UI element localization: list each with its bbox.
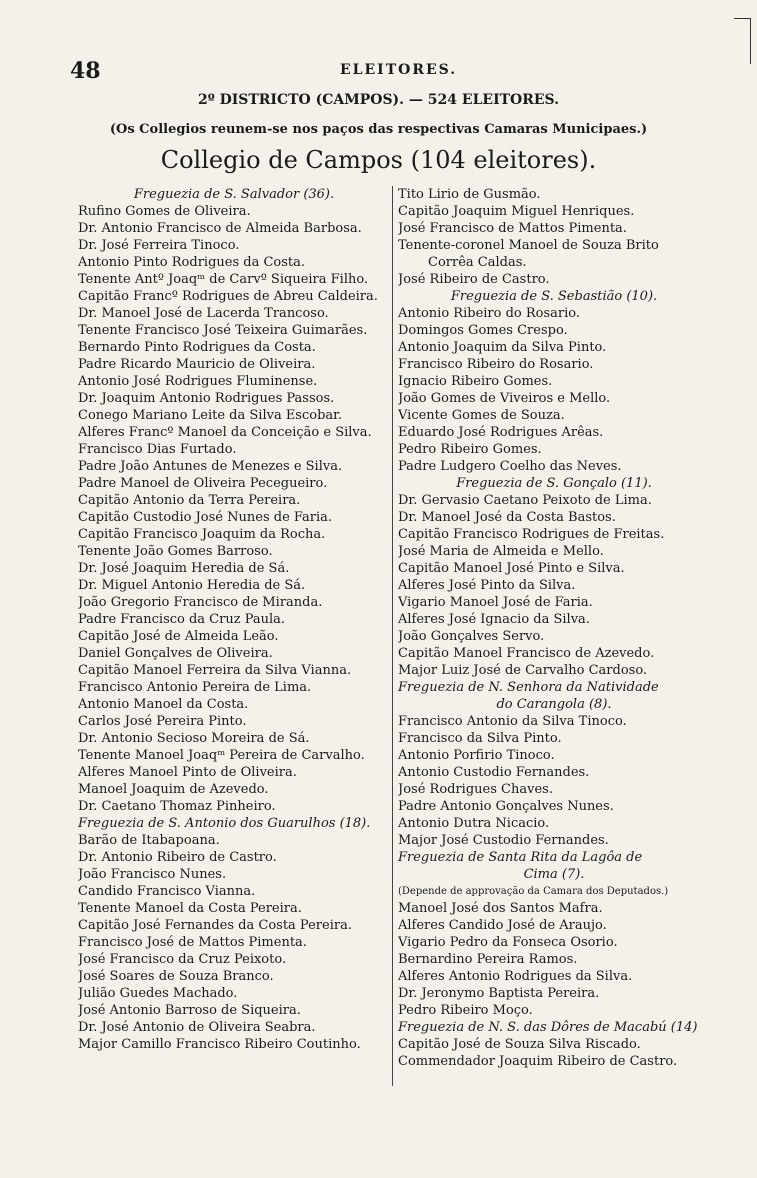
elector-entry: Pedro Ribeiro Gomes. bbox=[398, 442, 542, 457]
elector-entry: Tenente Manoel da Costa Pereira. bbox=[78, 901, 302, 916]
district-heading: 2º DISTRICTO (CAMPOS). — 524 ELEITORES. bbox=[197, 92, 560, 108]
elector-entry: Major José Custodio Fernandes. bbox=[398, 833, 609, 848]
parish-heading: Freguezia de S. Gonçalo (11). bbox=[456, 476, 652, 491]
elector-entry: Padre Ricardo Mauricio de Oliveira. bbox=[78, 357, 316, 372]
elector-entry: Vigario Pedro da Fonseca Osorio. bbox=[398, 935, 618, 950]
elector-entry: Antonio Dutra Nicacio. bbox=[398, 816, 550, 831]
elector-entry: José Francisco de Mattos Pimenta. bbox=[398, 221, 627, 236]
elector-entry: Dr. Caetano Thomaz Pinheiro. bbox=[78, 799, 276, 814]
elector-entry: Tenente Francisco José Teixeira Guimarães. bbox=[78, 323, 368, 338]
elector-entry: Dr. José Antonio de Oliveira Seabra. bbox=[78, 1020, 316, 1035]
elector-entry: Capitão Antonio da Terra Pereira. bbox=[78, 493, 301, 508]
elector-entry: Capitão Manoel Ferreira da Silva Vianna. bbox=[78, 663, 352, 678]
elector-entry: Carlos José Pereira Pinto. bbox=[78, 714, 247, 729]
elector-entry: Major Camillo Francisco Ribeiro Coutinho. bbox=[78, 1037, 361, 1052]
elector-entry: Capitão Manoel José Pinto e Silva. bbox=[398, 561, 625, 576]
elector-entry: José Soares de Souza Branco. bbox=[78, 969, 274, 984]
elector-entry: Barão de Itabapoana. bbox=[78, 833, 220, 848]
elector-entry: Padre João Antunes de Menezes e Silva. bbox=[78, 459, 343, 474]
elector-entry: Capitão Joaquim Miguel Henriques. bbox=[398, 204, 635, 219]
parish-heading: Freguezia de S. Antonio dos Guarulhos (18). bbox=[78, 816, 371, 831]
elector-entry: Pedro Ribeiro Moço. bbox=[398, 1003, 533, 1018]
elector-entry: Antonio Ribeiro do Rosario. bbox=[398, 306, 581, 321]
elector-list bbox=[398, 900, 710, 1019]
elector-entry: Alferes José Ignacio da Silva. bbox=[398, 612, 590, 627]
column-divider bbox=[392, 186, 393, 1086]
elector-entry: Dr. Antonio Secioso Moreira de Sá. bbox=[78, 731, 310, 746]
section-title: ELEITORES. bbox=[340, 62, 458, 78]
elector-entry: Dr. José Joaquim Heredia de Sá. bbox=[78, 561, 290, 576]
elector-entry: Vigario Manoel José de Faria. bbox=[398, 595, 593, 610]
elector-entry: Vicente Gomes de Souza. bbox=[398, 408, 565, 423]
parish-heading: Freguezia de Santa Rita da Lagôa de bbox=[398, 850, 643, 865]
elector-entry: Tenente Antº Joaqᵐ de Carvº Siqueira Filho. bbox=[78, 272, 369, 287]
elector-entry: Capitão Manoel Francisco de Azevedo. bbox=[398, 646, 655, 661]
elector-entry: Julião Guedes Machado. bbox=[78, 986, 238, 1001]
elector-entry: Bernardo Pinto Rodrigues da Costa. bbox=[78, 340, 316, 355]
elector-entry: José Rodrigues Chaves. bbox=[398, 782, 553, 797]
elector-entry: Francisco José de Mattos Pimenta. bbox=[78, 935, 307, 950]
elector-entry: Eduardo José Rodrigues Arêas. bbox=[398, 425, 604, 440]
elector-entry: Francisco Dias Furtado. bbox=[78, 442, 237, 457]
right-column bbox=[398, 186, 710, 1070]
elector-entry: Alferes José Pinto da Silva. bbox=[398, 578, 576, 593]
elector-entry: Capitão Custodio José Nunes de Faria. bbox=[78, 510, 333, 525]
elector-entry: Ignacio Ribeiro Gomes. bbox=[398, 374, 553, 389]
elector-list bbox=[78, 203, 390, 815]
parish-note: (Depende de approvação da Camara dos Deputados.) bbox=[398, 886, 669, 897]
elector-entry: Alferes Manoel Pinto de Oliveira. bbox=[78, 765, 297, 780]
running-header bbox=[70, 58, 690, 84]
elector-entry: Padre Ludgero Coelho das Neves. bbox=[398, 459, 622, 474]
elector-entry: Padre Manoel de Oliveira Pecegueiro. bbox=[78, 476, 328, 491]
elector-entry: João Francisco Nunes. bbox=[78, 867, 227, 882]
elector-entry: Antonio Joaquim da Silva Pinto. bbox=[398, 340, 607, 355]
elector-list bbox=[78, 832, 390, 1053]
elector-entry: Commendador Joaquim Ribeiro de Castro. bbox=[398, 1054, 678, 1069]
elector-entry: Capitão Francisco Rodrigues de Freitas. bbox=[398, 527, 665, 542]
elector-entry: Manoel José dos Santos Mafra. bbox=[398, 901, 603, 916]
elector-entry: Dr. Jeronymo Baptista Pereira. bbox=[398, 986, 600, 1001]
elector-entry: Dr. Manoel José de Lacerda Trancoso. bbox=[78, 306, 329, 321]
elector-list bbox=[398, 713, 710, 849]
elector-entry: Tito Lirio de Gusmão. bbox=[398, 187, 541, 202]
elector-entry: Conego Mariano Leite da Silva Escobar. bbox=[78, 408, 343, 423]
elector-entry: Capitão José de Souza Silva Riscado. bbox=[398, 1037, 641, 1052]
elector-entry: Tenente João Gomes Barroso. bbox=[78, 544, 273, 559]
page-number: 48 bbox=[70, 58, 101, 84]
elector-entry: Padre Francisco da Cruz Paula. bbox=[78, 612, 286, 627]
elector-entry: João Gregorio Francisco de Miranda. bbox=[78, 595, 323, 610]
elector-entry: Major Luiz José de Carvalho Cardoso. bbox=[398, 663, 648, 678]
elector-entry: José Francisco da Cruz Peixoto. bbox=[78, 952, 287, 967]
elector-entry: Dr. Gervasio Caetano Peixoto de Lima. bbox=[398, 493, 652, 508]
corner-mark bbox=[734, 18, 751, 64]
elector-entry: José Antonio Barroso de Siqueira. bbox=[78, 1003, 301, 1018]
elector-continuation: Corrêa Caldas. bbox=[428, 255, 527, 270]
elector-entry: Rufino Gomes de Oliveira. bbox=[78, 204, 251, 219]
college-title: Collegio de Campos (104 eleitores). bbox=[160, 146, 597, 174]
parish-heading: Freguezia de S. Sebastião (10). bbox=[450, 289, 658, 304]
elector-entry: João Gomes de Viveiros e Mello. bbox=[398, 391, 611, 406]
elector-entry: Francisco da Silva Pinto. bbox=[398, 731, 562, 746]
elector-list bbox=[398, 1036, 710, 1070]
elector-entry: Tenente-coronel Manoel de Souza Brito bbox=[398, 238, 659, 253]
elector-entry: Bernardino Pereira Ramos. bbox=[398, 952, 578, 967]
elector-entry: Tenente Manoel Joaqᵐ Pereira de Carvalho. bbox=[78, 748, 365, 763]
meeting-note: (Os Collegios reunem-se nos paços das respectivas Camaras Municipaes.) bbox=[109, 122, 648, 137]
elector-entry: Dr. José Ferreira Tinoco. bbox=[78, 238, 240, 253]
elector-entry: Domingos Gomes Crespo. bbox=[398, 323, 568, 338]
parish-heading-cont: do Carangola (8). bbox=[496, 697, 612, 712]
elector-entry: Alferes Candido José de Araujo. bbox=[398, 918, 607, 933]
parish-heading: Freguezia de N. Senhora da Natividade bbox=[398, 680, 659, 695]
elector-entry: João Gonçalves Servo. bbox=[398, 629, 545, 644]
elector-list bbox=[398, 186, 710, 254]
elector-entry: José Ribeiro de Castro. bbox=[398, 272, 550, 287]
elector-entry: Francisco Ribeiro do Rosario. bbox=[398, 357, 594, 372]
elector-entry: Dr. Miguel Antonio Heredia de Sá. bbox=[78, 578, 306, 593]
elector-entry: Alferes Francº Manoel da Conceição e Silva. bbox=[78, 425, 372, 440]
elector-entry: Capitão Francº Rodrigues de Abreu Caldeira. bbox=[78, 289, 378, 304]
elector-entry: Antonio Manoel da Costa. bbox=[78, 697, 249, 712]
elector-entry: Capitão José de Almeida Leão. bbox=[78, 629, 279, 644]
elector-entry: Alferes Antonio Rodrigues da Silva. bbox=[398, 969, 633, 984]
elector-entry: Antonio Pinto Rodrigues da Costa. bbox=[78, 255, 306, 270]
elector-entry: Dr. Antonio Francisco de Almeida Barbosa. bbox=[78, 221, 362, 236]
elector-entry: Francisco Antonio da Silva Tinoco. bbox=[398, 714, 627, 729]
left-column bbox=[78, 186, 390, 1053]
elector-entry: Candido Francisco Vianna. bbox=[78, 884, 256, 899]
elector-entry: Francisco Antonio Pereira de Lima. bbox=[78, 680, 312, 695]
elector-entry: Dr. Antonio Ribeiro de Castro. bbox=[78, 850, 277, 865]
elector-entry: Antonio Porfirio Tinoco. bbox=[398, 748, 555, 763]
parish-heading: Freguezia de S. Salvador (36). bbox=[133, 187, 335, 202]
elector-entry: Manoel Joaquim de Azevedo. bbox=[78, 782, 269, 797]
elector-entry: Capitão Francisco Joaquim da Rocha. bbox=[78, 527, 326, 542]
elector-list bbox=[398, 492, 710, 679]
elector-entry: Daniel Gonçalves de Oliveira. bbox=[78, 646, 273, 661]
elector-entry: Padre Antonio Gonçalves Nunes. bbox=[398, 799, 614, 814]
elector-entry: Antonio Custodio Fernandes. bbox=[398, 765, 590, 780]
elector-entry: Dr. Manoel José da Costa Bastos. bbox=[398, 510, 616, 525]
elector-entry: José Maria de Almeida e Mello. bbox=[398, 544, 604, 559]
elector-entry: Capitão José Fernandes da Costa Pereira. bbox=[78, 918, 352, 933]
elector-list bbox=[398, 305, 710, 475]
parish-heading-cont: Cima (7). bbox=[523, 867, 585, 882]
elector-list bbox=[398, 271, 710, 288]
parish-heading: Freguezia de N. S. das Dôres de Macabú (14) bbox=[398, 1020, 698, 1035]
elector-entry: Dr. Joaquim Antonio Rodrigues Passos. bbox=[78, 391, 335, 406]
elector-entry: Antonio José Rodrigues Fluminense. bbox=[78, 374, 318, 389]
